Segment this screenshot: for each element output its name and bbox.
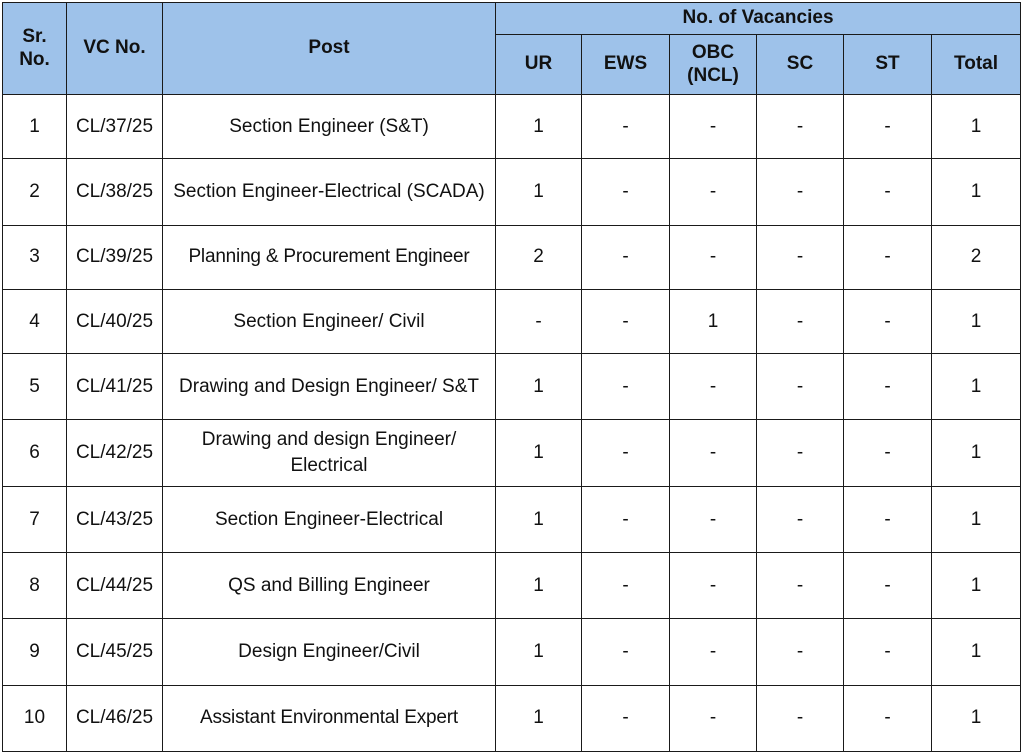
table-row — [3, 95, 1021, 159]
cell-total: 1 — [932, 685, 1021, 751]
header-post: Post — [163, 3, 496, 95]
cell-ews: - — [582, 553, 670, 619]
cell-vc: CL/41/25 — [67, 354, 163, 420]
cell-post: Section Engineer-Electrical (SCADA) — [163, 159, 496, 225]
cell-post: Design Engineer/Civil — [163, 619, 496, 685]
cell-obc: - — [670, 486, 757, 552]
cell-vc: CL/40/25 — [67, 289, 163, 353]
cell-vc: CL/43/25 — [67, 486, 163, 552]
header-sc: SC — [757, 35, 844, 95]
cell-total: 2 — [932, 225, 1021, 289]
cell-sr: 7 — [3, 486, 67, 552]
cell-obc: 1 — [670, 289, 757, 353]
table-header — [3, 3, 1021, 95]
cell-ews: - — [582, 225, 670, 289]
cell-post: QS and Billing Engineer — [163, 553, 496, 619]
cell-st: - — [844, 619, 932, 685]
cell-total: 1 — [932, 354, 1021, 420]
cell-sc: - — [757, 619, 844, 685]
cell-sc: - — [757, 685, 844, 751]
table-body — [3, 95, 1021, 752]
cell-total: 1 — [932, 159, 1021, 225]
cell-total: 1 — [932, 289, 1021, 353]
table-row — [3, 486, 1021, 552]
header-vacancies-group: No. of Vacancies — [496, 3, 1021, 35]
cell-vc: CL/39/25 — [67, 225, 163, 289]
cell-post: Drawing and design Engineer/ Electrical — [163, 420, 496, 486]
cell-ews: - — [582, 159, 670, 225]
cell-sr: 6 — [3, 420, 67, 486]
cell-vc: CL/42/25 — [67, 420, 163, 486]
cell-sr: 4 — [3, 289, 67, 353]
cell-sc: - — [757, 486, 844, 552]
cell-total: 1 — [932, 420, 1021, 486]
cell-ews: - — [582, 289, 670, 353]
cell-sc: - — [757, 289, 844, 353]
cell-ews: - — [582, 486, 670, 552]
cell-obc: - — [670, 619, 757, 685]
cell-obc: - — [670, 685, 757, 751]
table-row — [3, 225, 1021, 289]
cell-ews: - — [582, 685, 670, 751]
cell-post: Planning & Procurement Engineer — [163, 225, 496, 289]
header-obc: OBC (NCL) — [670, 35, 757, 95]
cell-vc: CL/46/25 — [67, 685, 163, 751]
cell-sc: - — [757, 354, 844, 420]
header-st: ST — [844, 35, 932, 95]
cell-ur: 1 — [496, 685, 582, 751]
header-vc-no: VC No. — [67, 3, 163, 95]
cell-obc: - — [670, 159, 757, 225]
cell-post: Assistant Environmental Expert — [163, 685, 496, 751]
cell-sr: 3 — [3, 225, 67, 289]
cell-st: - — [844, 553, 932, 619]
cell-ews: - — [582, 619, 670, 685]
cell-post: Section Engineer (S&T) — [163, 95, 496, 159]
cell-ews: - — [582, 95, 670, 159]
cell-vc: CL/37/25 — [67, 95, 163, 159]
cell-vc: CL/38/25 — [67, 159, 163, 225]
cell-sc: - — [757, 553, 844, 619]
table-row — [3, 420, 1021, 486]
cell-sc: - — [757, 159, 844, 225]
cell-ur: 1 — [496, 486, 582, 552]
cell-ur: 1 — [496, 619, 582, 685]
cell-obc: - — [670, 553, 757, 619]
cell-vc: CL/45/25 — [67, 619, 163, 685]
cell-vc: CL/44/25 — [67, 553, 163, 619]
header-ews: EWS — [582, 35, 670, 95]
cell-sr: 8 — [3, 553, 67, 619]
cell-ews: - — [582, 420, 670, 486]
cell-st: - — [844, 159, 932, 225]
cell-total: 1 — [932, 619, 1021, 685]
cell-st: - — [844, 95, 932, 159]
table-row — [3, 619, 1021, 685]
cell-obc: - — [670, 354, 757, 420]
cell-ur: - — [496, 289, 582, 353]
cell-ur: 1 — [496, 420, 582, 486]
cell-ur: 1 — [496, 553, 582, 619]
cell-ur: 1 — [496, 354, 582, 420]
cell-st: - — [844, 354, 932, 420]
table-row — [3, 354, 1021, 420]
header-total: Total — [932, 35, 1021, 95]
table-row — [3, 685, 1021, 751]
cell-total: 1 — [932, 95, 1021, 159]
cell-st: - — [844, 685, 932, 751]
cell-post: Section Engineer-Electrical — [163, 486, 496, 552]
cell-obc: - — [670, 225, 757, 289]
header-ur: UR — [496, 35, 582, 95]
cell-sr: 1 — [3, 95, 67, 159]
header-sr-no: Sr. No. — [3, 3, 67, 95]
cell-obc: - — [670, 95, 757, 159]
cell-total: 1 — [932, 553, 1021, 619]
cell-sr: 5 — [3, 354, 67, 420]
cell-sc: - — [757, 420, 844, 486]
cell-st: - — [844, 420, 932, 486]
cell-sr: 9 — [3, 619, 67, 685]
cell-st: - — [844, 225, 932, 289]
cell-post: Drawing and Design Engineer/ S&T — [163, 354, 496, 420]
table-row — [3, 159, 1021, 225]
cell-sr: 2 — [3, 159, 67, 225]
cell-sr: 10 — [3, 685, 67, 751]
cell-st: - — [844, 486, 932, 552]
cell-obc: - — [670, 420, 757, 486]
cell-ur: 2 — [496, 225, 582, 289]
cell-st: - — [844, 289, 932, 353]
cell-sc: - — [757, 225, 844, 289]
cell-ur: 1 — [496, 159, 582, 225]
cell-total: 1 — [932, 486, 1021, 552]
table-row — [3, 289, 1021, 353]
table-row — [3, 553, 1021, 619]
cell-ur: 1 — [496, 95, 582, 159]
vacancy-table — [2, 2, 1021, 752]
cell-ews: - — [582, 354, 670, 420]
cell-post: Section Engineer/ Civil — [163, 289, 496, 353]
cell-sc: - — [757, 95, 844, 159]
